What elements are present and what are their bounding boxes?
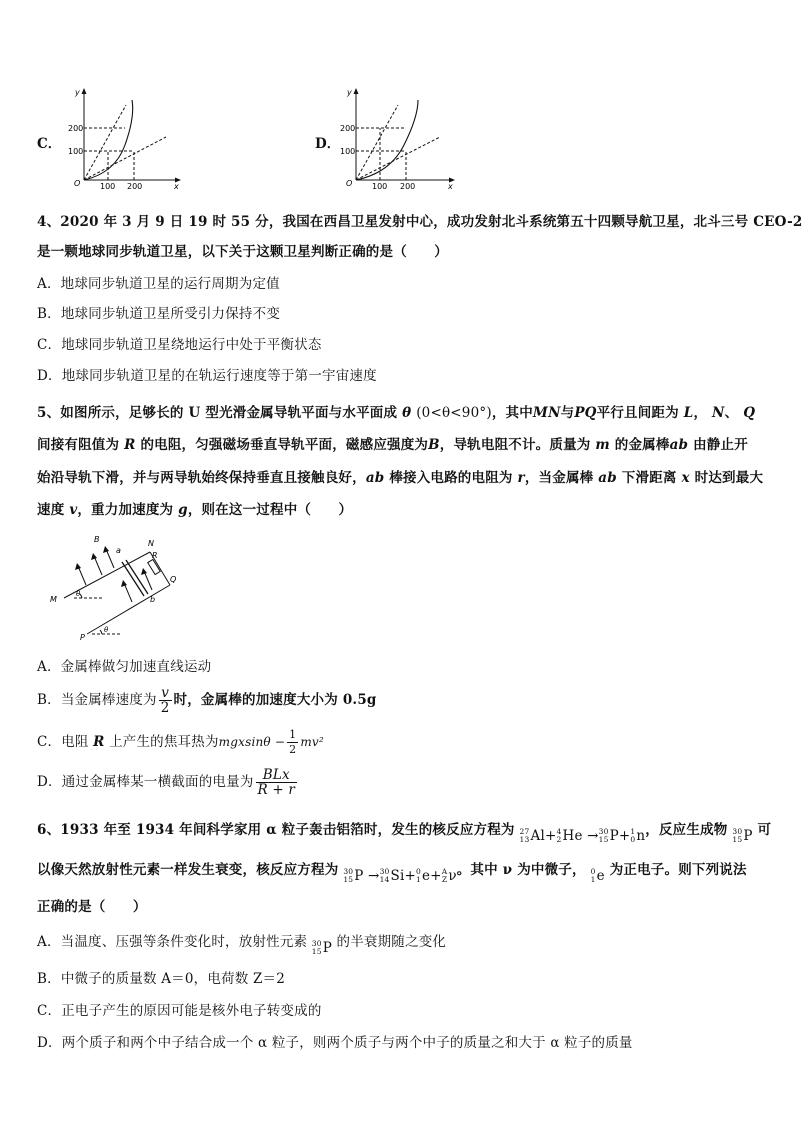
q6-stem-line1 [37, 818, 771, 844]
q5-stem-text: 平行且间距为 [596, 405, 679, 421]
q6-stem-line2 [37, 858, 747, 884]
denominator: 2 [289, 743, 297, 756]
q4-option-d: D．地球同步轨道卫星的在轨运行速度等于第一宇宙速度 [37, 368, 377, 384]
x-tick-100: 100 [372, 182, 388, 191]
label-r: R [152, 551, 158, 560]
label-a: a [116, 546, 121, 555]
q5-stem-text: 始沿导轨下滑，并与两导轨始终保持垂直且接触良好， [37, 470, 366, 486]
q4-stem-line1: 4、2020 年 3 月 9 日 19 时 55 分，我国在西昌卫星发射中心，成功发射北斗系统第五十四颗导航卫星，北斗三号 CEO-2 [37, 214, 803, 230]
q5-stem-text: 的金属棒 [614, 437, 670, 453]
option-text: D．通过金属棒某一横截面的电量为 [37, 774, 254, 790]
y-tick-100: 100 [68, 147, 84, 156]
label-p: P [80, 633, 85, 642]
label-q: Q [170, 575, 177, 584]
velocity-v: v [69, 502, 78, 518]
q6-option-c: C．正电子产生的原因可能是核外电子转变成的 [37, 1003, 322, 1019]
nuclear-equation-1: 27 13 Al+ 4 2 He → 30 15 P+ 1 0 n [519, 827, 646, 844]
label-theta-top: θ [76, 590, 81, 598]
option-text: 上产生的焦耳热为 [109, 734, 219, 750]
q6-stem-text: 。其中 ν 为中微子， [456, 862, 586, 878]
resistor-r: R [93, 734, 105, 750]
q5-stem-text: 棒接入电路的电阻为 [389, 470, 513, 486]
q5-option-d [37, 768, 299, 797]
q5-stem-text: 与 [560, 405, 575, 421]
q6-stem-line3: 正确的是（ ） [37, 899, 147, 915]
denominator: 2 [160, 700, 170, 716]
label-theta-bottom: θ [104, 626, 109, 634]
q5-stem-text: 由静止开 [693, 437, 748, 453]
label-m: M [50, 595, 57, 604]
joule-heat-expr: mgxsinθ − [218, 735, 286, 749]
q5-option-a: A．金属棒做匀加速直线运动 [37, 659, 212, 675]
label-n: N [148, 539, 154, 548]
numerator: 1 [289, 728, 297, 741]
resistor-r: R [124, 437, 136, 453]
y-tick-200: 200 [340, 124, 356, 133]
denominator: R + r [257, 782, 296, 798]
q5-stem-text: 速度 [37, 502, 65, 518]
label-b-field: B [94, 535, 100, 544]
q5-stem-text: ，其中 [491, 405, 533, 421]
q5-stem-line2 [37, 433, 748, 453]
x-tick-100: 100 [100, 182, 116, 191]
y-axis-label: y [347, 88, 352, 97]
option-text: 时，金属棒的加速度大小为 0.5g [173, 692, 377, 708]
q4-stem-line2: 是一颗地球同步轨道卫星，以下关于这颗卫星判断正确的是（ ） [37, 244, 448, 260]
resistance-r: r [517, 470, 525, 486]
q6-stem-text: 6、1933 年至 1934 年间科学家用 α 粒子轰击铝箔时，发生的核反应方程为 [37, 822, 515, 838]
q5-stem-text: ，重力加速度为 [77, 502, 174, 518]
q5-stem-text: 的电阻，匀强磁场垂直导轨平面，磁感应强度为 [140, 437, 429, 453]
rail-mn: MN [532, 405, 561, 421]
fraction-v-over-2 [159, 686, 172, 715]
q5-stem-line4 [37, 498, 352, 518]
x-tick-200: 200 [127, 182, 143, 191]
q6-stem-text: ，反应生成物 [645, 822, 728, 838]
rail-pq: PQ [574, 405, 597, 421]
positron-symbol: 0 1 e [590, 867, 605, 884]
option-c-graph [70, 85, 185, 190]
q6-stem-text: 可 [757, 822, 772, 838]
isotope-p30: 30 15 P [311, 939, 332, 956]
q6-stem-text: 以像天然放射性元素一样发生衰变，核反应方程为 [37, 862, 339, 878]
numerator: v [159, 686, 172, 701]
q6-option-b: B．中微子的质量数 A＝0，电荷数 Z＝2 [37, 971, 286, 987]
q6-option-a [37, 930, 446, 956]
option-c-label: C． [37, 136, 62, 152]
q5-stem-text: 间接有阻值为 [37, 437, 120, 453]
y-tick-100: 100 [340, 147, 356, 156]
isotope-p30: 30 15 P [732, 827, 753, 844]
angle-range: (0<θ<90°) [416, 405, 492, 421]
q4-option-a: A．地球同步轨道卫星的运行周期为定值 [37, 276, 280, 292]
nuclear-equation-2: 30 15 P → 30 14 Si+ 0 1 e+ A Z ν [343, 867, 457, 884]
origin-label: O [74, 179, 81, 188]
rod-ab: ab [365, 470, 385, 486]
q5-option-b [37, 686, 377, 715]
q5-stem-text: 5、如图所示，足够长的 U 型光滑金属导轨平面与水平面成 [37, 405, 398, 421]
q5-stem-line3 [37, 466, 763, 486]
q5-stem-text: 下滑距离 [621, 470, 677, 486]
rod-ab: ab [598, 470, 617, 486]
origin-label: O [346, 179, 353, 188]
mass-m: m [595, 437, 610, 453]
q5-option-c [37, 728, 324, 757]
option-text: A．当温度、压强等条件变化时，放射性元素 [37, 934, 308, 950]
kinetic-term: mv² [300, 735, 324, 749]
q4-option-c: C．地球同步轨道卫星绕地运行中处于平衡状态 [37, 337, 322, 353]
q5-stem-text: ，导轨电阻不计。质量为 [439, 437, 591, 453]
rod-ab: ab [669, 437, 689, 453]
q6-option-d: D．两个质子和两个中子结合成一个 α 粒子，则两个质子与两个中子的质量之和大于 α 粒子的质量 [37, 1035, 633, 1051]
gravity-g: g [178, 502, 188, 518]
x-axis-label: x [174, 182, 179, 191]
option-d-graph [340, 85, 460, 190]
fraction-charge [256, 768, 298, 797]
point-n: N [712, 405, 725, 421]
y-axis-label: y [75, 88, 80, 97]
option-text: B．当金属棒速度为 [37, 692, 157, 708]
theta-symbol: θ [402, 405, 412, 421]
q5-stem-line1: 5、如图所示，足够长的 U 型光滑金属导轨平面与水平面成 θ (0<θ<90°)，其中MN与PQ平行且间距为 L， N、 Q [37, 405, 756, 421]
q5-stem-text: ，当金属棒 [524, 470, 594, 486]
fraction-half [287, 728, 298, 757]
x-axis-label: x [448, 182, 453, 191]
option-text: 的半衰期随之变化 [336, 934, 447, 950]
label-b-end: b [150, 595, 156, 604]
option-text: C．电阻 [37, 734, 89, 750]
q5-stem-text: 时达到最大 [694, 470, 764, 486]
y-tick-200: 200 [68, 124, 84, 133]
q5-stem-text: ，则在这一过程中（ ） [187, 502, 353, 518]
point-q: Q [743, 405, 756, 421]
numerator: BLx [256, 768, 298, 783]
q5-rail-figure [42, 530, 192, 645]
distance-x: x [681, 470, 690, 486]
option-d-label: D． [315, 136, 341, 152]
q6-stem-text: 为正电子。则下列说法 [609, 862, 747, 878]
x-tick-200: 200 [400, 182, 416, 191]
field-b: B [428, 437, 440, 453]
q4-option-b: B．地球同步轨道卫星所受引力保持不变 [37, 306, 281, 322]
length-l: L [683, 405, 694, 421]
